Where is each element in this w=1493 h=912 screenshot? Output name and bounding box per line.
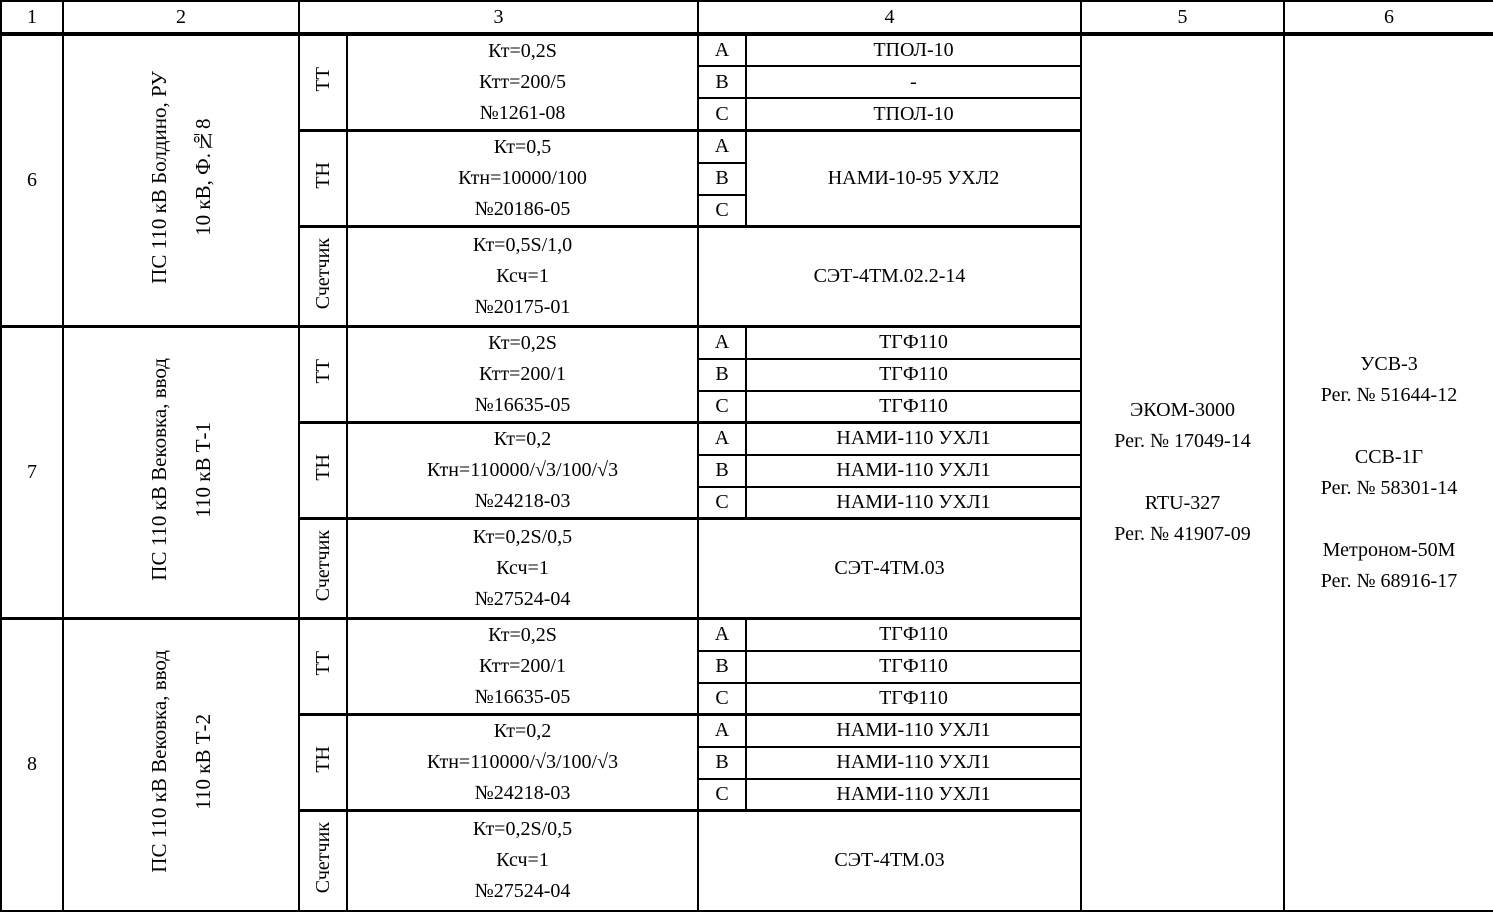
column-header-3: 3	[299, 1, 698, 34]
device-type-cell	[299, 519, 347, 619]
phase-letter-cell: С	[698, 779, 746, 811]
phase-letter-cell: С	[698, 487, 746, 519]
phase-letter-cell: А	[698, 715, 746, 747]
equipment-type-cell: ТГФ110	[746, 651, 1081, 683]
equipment-type-cell: НАМИ-110 УХЛ1	[746, 715, 1081, 747]
device-type-cell	[299, 423, 347, 519]
sync-device-reg-number: Рег. № 68916-17	[1320, 569, 1458, 592]
equipment-type-cell: ТГФ110	[746, 619, 1081, 651]
sync-device-reg-number: Рег. № 51644-12	[1320, 383, 1458, 406]
equipment-type-cell: ТПОЛ-10	[746, 98, 1081, 130]
param-line: №27524-04	[474, 880, 571, 903]
param-line: Кт=0,2S/0,5	[472, 526, 573, 548]
equipment-type-cell: -	[746, 66, 1081, 98]
device-type-label: Счетчик	[312, 822, 334, 894]
equipment-type-cell: НАМИ-110 УХЛ1	[746, 423, 1081, 455]
phase-letter-cell: С	[698, 683, 746, 715]
phase-letter-cell: В	[698, 359, 746, 391]
phase-letter-cell: А	[698, 327, 746, 359]
param-line: Ксч=1	[496, 265, 549, 287]
device-type-label: ТТ	[312, 651, 334, 676]
system-block	[1082, 488, 1283, 550]
device-type-label: ТН	[312, 746, 334, 773]
equipment-type-cell: НАМИ-110 УХЛ1	[746, 747, 1081, 779]
phase-letter-cell: В	[698, 747, 746, 779]
equipment-type-cell: ТГФ110	[746, 359, 1081, 391]
substation-name-line: 110 кВ Т-1	[191, 421, 215, 518]
sync-device-block	[1285, 535, 1493, 597]
substation-cell	[63, 619, 299, 911]
phase-letter-cell: С	[698, 98, 746, 130]
device-params-cell	[347, 519, 698, 619]
sync-device-block	[1285, 442, 1493, 504]
device-params-cell	[347, 227, 698, 327]
phase-letter-cell: А	[698, 131, 746, 163]
param-line: Ктн=10000/100	[458, 167, 587, 189]
substation-name-line: ПС 110 кВ Вековка, ввод	[147, 650, 171, 874]
param-line: Кт=0,5	[493, 136, 552, 158]
param-line: №20186-05	[474, 198, 571, 220]
param-line: №16635-05	[474, 686, 571, 708]
substation-name-line: 110 кВ Т-2	[191, 713, 215, 810]
param-line: Кт=0,2	[493, 720, 552, 742]
substation-cell	[63, 34, 299, 327]
sync-device-name: Метроном-50М	[1322, 538, 1456, 561]
param-line: Кт=0,2S	[488, 624, 557, 646]
param-line: Ктн=110000/√3/100/√3	[426, 751, 619, 773]
phase-letter-cell: А	[698, 34, 746, 66]
equipment-type-cell: НАМИ-110 УХЛ1	[746, 779, 1081, 811]
equipment-type-cell: ТГФ110	[746, 683, 1081, 715]
device-type-label: Счетчик	[312, 529, 334, 602]
sync-device-name: УСВ-3	[1360, 352, 1418, 375]
phase-letter-cell: В	[698, 66, 746, 98]
device-params-cell	[347, 34, 698, 131]
equipment-type-cell: ТГФ110	[746, 327, 1081, 359]
substation-name-line: ПС 110 кВ Вековка, ввод	[147, 358, 171, 581]
substation-name-line: ПС 110 кВ Болдино, РУ	[147, 71, 171, 284]
device-params-cell	[347, 619, 698, 715]
param-line: №24218-03	[474, 490, 571, 512]
equipment-type-cell: ТГФ110	[746, 391, 1081, 423]
device-type-label: ТТ	[312, 359, 334, 384]
substation-name-line: 10 кВ, Ф.№8	[191, 118, 215, 237]
device-type-cell	[299, 131, 347, 227]
device-type-cell	[299, 715, 347, 811]
param-line: №20175-01	[474, 296, 571, 318]
param-line: Ктт=200/5	[479, 71, 566, 93]
device-type-label: ТН	[312, 162, 334, 189]
device-type-cell	[299, 619, 347, 715]
phase-letter-cell: В	[698, 651, 746, 683]
column-header-6: 6	[1284, 1, 1493, 34]
device-params-cell	[347, 327, 698, 423]
column-header-5: 5	[1081, 1, 1284, 34]
equipment-type-cell: НАМИ-110 УХЛ1	[746, 455, 1081, 487]
param-line: Кт=0,2	[493, 428, 552, 450]
param-line: Ктт=200/1	[479, 363, 566, 385]
device-type-cell	[299, 34, 347, 131]
sync-device-name: ССВ-1Г	[1354, 445, 1424, 468]
table-header-row	[1, 1, 1493, 34]
phase-letter-cell: В	[698, 455, 746, 487]
param-line: Ксч=1	[496, 849, 549, 872]
device-type-cell	[299, 227, 347, 327]
substation-cell	[63, 327, 299, 619]
param-line: Ктт=200/1	[479, 655, 566, 677]
device-type-cell	[299, 327, 347, 423]
equipment-type-cell: НАМИ-10-95 УХЛ2	[746, 131, 1081, 227]
substation-name	[137, 71, 225, 284]
row-number-cell: 8	[1, 619, 63, 911]
row-number-cell: 6	[1, 34, 63, 327]
param-line: Кт=0,5S/1,0	[472, 234, 573, 256]
system-name: RTU-327	[1144, 492, 1221, 515]
phase-letter-cell: А	[698, 619, 746, 651]
table-row	[1, 34, 1493, 66]
device-params-cell	[347, 811, 698, 911]
param-line: №16635-05	[474, 394, 571, 416]
time-sync-cell	[1284, 34, 1493, 911]
param-line: Кт=0,2S	[488, 40, 557, 62]
column-header-1: 1	[1, 1, 63, 34]
column-header-4: 4	[698, 1, 1081, 34]
system-reg-number: Рег. № 41907-09	[1114, 523, 1251, 546]
meter-model-cell: СЭТ-4ТМ.03	[698, 811, 1081, 911]
param-line: Кт=0,2S	[488, 332, 557, 354]
meter-model-cell: СЭТ-4ТМ.02.2-14	[698, 227, 1081, 327]
system-reg-number: Рег. № 17049-14	[1114, 430, 1251, 453]
phase-letter-cell: С	[698, 195, 746, 227]
column-header-2: 2	[63, 1, 299, 34]
device-type-cell	[299, 811, 347, 911]
device-type-label: Счетчик	[312, 237, 334, 310]
system-block	[1082, 395, 1283, 457]
param-line: Ктн=110000/√3/100/√3	[426, 459, 619, 481]
phase-letter-cell: С	[698, 391, 746, 423]
row-number-cell: 7	[1, 327, 63, 619]
equipment-type-cell: НАМИ-110 УХЛ1	[746, 487, 1081, 519]
meter-model-cell: СЭТ-4ТМ.03	[698, 519, 1081, 619]
sync-device-reg-number: Рег. № 58301-14	[1320, 476, 1458, 499]
device-params-cell	[347, 131, 698, 227]
param-line: Кт=0,2S/0,5	[472, 818, 573, 841]
phase-letter-cell: В	[698, 163, 746, 195]
equipment-type-cell: ТПОЛ-10	[746, 34, 1081, 66]
system-name: ЭКОМ-3000	[1130, 399, 1235, 422]
askue-system-cell	[1081, 34, 1284, 911]
param-line: №1261-08	[479, 102, 566, 124]
sync-device-block	[1285, 349, 1493, 411]
device-type-label: ТТ	[312, 67, 334, 92]
phase-letter-cell: А	[698, 423, 746, 455]
device-params-cell	[347, 423, 698, 519]
substation-name	[137, 650, 225, 873]
device-params-cell	[347, 715, 698, 811]
substation-name	[137, 358, 225, 581]
device-type-label: ТН	[312, 454, 334, 481]
param-line: Ксч=1	[496, 557, 549, 579]
param-line: №24218-03	[474, 782, 571, 804]
param-line: №27524-04	[474, 588, 571, 610]
